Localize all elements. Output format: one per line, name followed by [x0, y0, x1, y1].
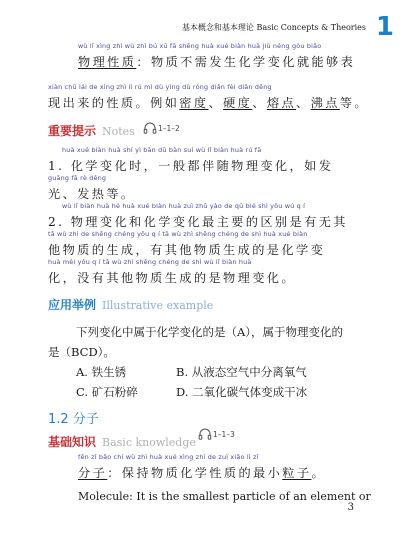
- term-hardness: 硬度: [223, 96, 253, 110]
- pinyin-line: wù lǐ biàn huà hé huà xué biàn huà zuì zhǔ yào de qū bié shì yǒu wú q í: [62, 202, 306, 210]
- page-number: 3: [347, 502, 354, 513]
- term-physical-property: 物理性质: [78, 55, 137, 69]
- audio-button[interactable]: [143, 121, 180, 135]
- definition-text: 等。: [339, 96, 370, 110]
- pinyin-line: xiàn chū lái de xìng zhì lì rú mì dù yìng dù róng diǎn fèi diǎn děng: [48, 83, 272, 91]
- definition-text: 。: [311, 466, 327, 480]
- definition-line: [48, 94, 369, 111]
- definition-text: ：保持物质化学性质的最小: [107, 466, 283, 480]
- separator: 、: [208, 96, 224, 110]
- audio-button[interactable]: [198, 427, 235, 441]
- definition-text: ：物质不需发生化学变化就能够表: [136, 55, 356, 69]
- section-title: 1.2 分子: [48, 412, 99, 427]
- separator: 、: [296, 96, 311, 110]
- term-density: 密度: [179, 96, 209, 110]
- question-line: 是（BCD）。: [48, 345, 115, 359]
- basic-knowledge-heading: 基础知识 Basic knowledge: [48, 435, 196, 449]
- pinyin-line: huà méi yǒu q í tā wù zhì shēng chéng de shì wù lǐ biàn huà: [48, 258, 252, 266]
- note-1-line: 光、发热等。: [48, 187, 136, 201]
- note-2-line: 2. 物理变化和化学变化最主要的区别是有无其: [48, 215, 348, 229]
- notes-heading: 重要提示 Notes: [48, 124, 135, 138]
- english-definition: Molecule: It is the smallest particle of an element or: [78, 490, 371, 503]
- running-header: 基本概念和基本理论 Basic Concepts & Theories: [181, 23, 366, 32]
- audio-code: 1–1–2: [158, 123, 180, 133]
- molecule-definition: [78, 464, 326, 481]
- term-particle: 粒子: [282, 466, 312, 480]
- option-b: B. 从液态空气中分离氧气: [176, 365, 307, 379]
- option-c: C. 矿石粉碎: [76, 385, 138, 399]
- definition-text: 现出来的性质。例如: [48, 96, 180, 110]
- headphones-icon: [143, 121, 157, 135]
- question-line: 下列变化中属于化学变化的是（A），属于物理变化的: [76, 325, 344, 339]
- separator: 、: [252, 96, 267, 110]
- term-melting-point: 熔点: [266, 96, 297, 110]
- option-d: D. 二氧化碳气体变成干冰: [176, 385, 308, 399]
- note-2-line: 他物质的生成，有其他物质生成的是化学变: [48, 243, 326, 257]
- term-boiling-point: 沸点: [310, 96, 340, 110]
- option-a: A. 铁生锈: [76, 365, 127, 379]
- note-2-line: 化，没有其他物质生成的是物理变化。: [48, 271, 296, 285]
- pinyin-line: wù lǐ xìng zhì wù zhì bú xū fā shēng huà xué biàn huà jiù néng gòu biǎo: [78, 42, 322, 50]
- audio-code: 1–1–3: [213, 429, 235, 439]
- chapter-number: 1: [375, 12, 394, 42]
- pinyin-line: tā wù zhì de shēng chéng yǒu q í tā wù zhì shēng chéng de shì huà xué biàn: [48, 230, 308, 238]
- example-heading: 应用举例 Illustrative example: [48, 298, 214, 312]
- pinyin-line: huà xué biàn huà shí yì bān dū bàn suí wù lǐ biàn huà rú fā: [62, 146, 262, 154]
- term-molecule: 分子: [78, 466, 108, 480]
- note-1-line: 1. 化学变化时，一般都伴随物理变化，如发: [48, 159, 334, 173]
- definition-line: [78, 53, 355, 70]
- pinyin-line: guāng fā rè děng: [48, 174, 107, 182]
- headphones-icon: [198, 427, 212, 441]
- pinyin-line: fēn zǐ bǎo chí wù zhì huà xué xìng zhì de zuì xiǎo lì zǐ: [78, 453, 259, 461]
